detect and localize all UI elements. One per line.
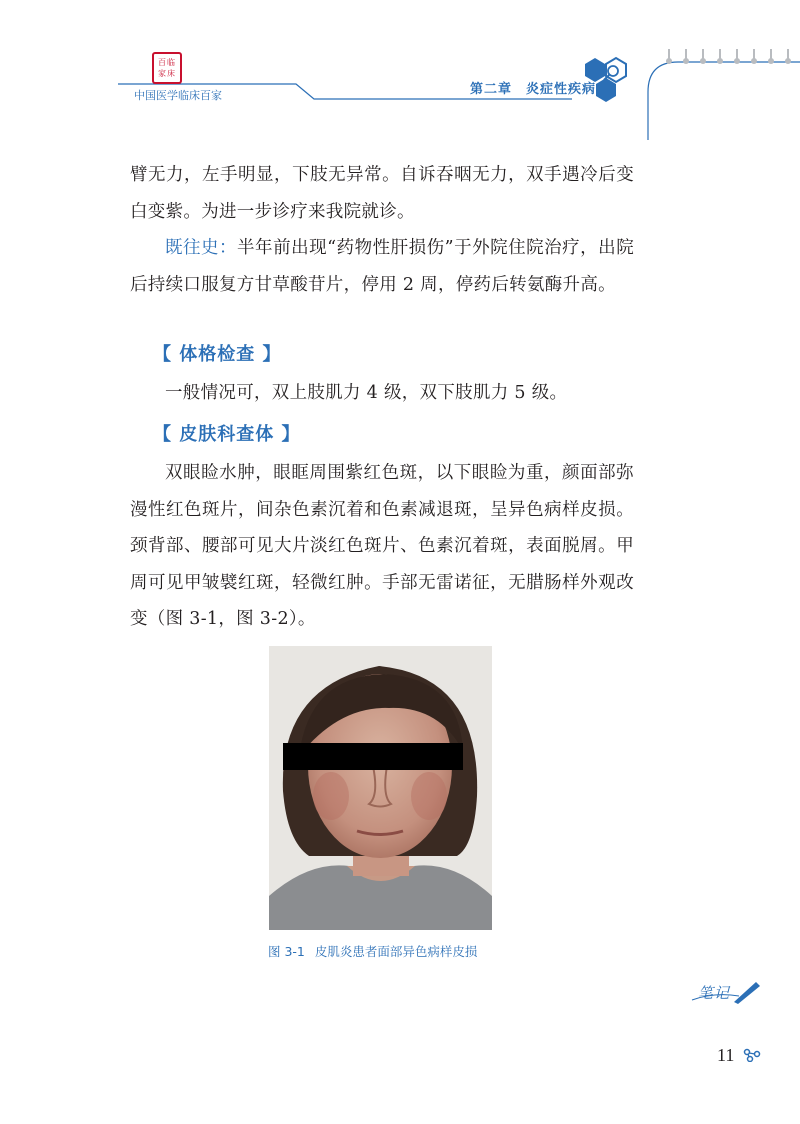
ring-icon: [734, 58, 740, 64]
chapter-number: 第二章: [470, 82, 513, 97]
series-name: 中国医学临床百家: [134, 89, 222, 102]
ring-icon: [768, 58, 774, 64]
molecule-icon: [743, 1048, 761, 1062]
paragraph-physical-exam: 一般情况可，双上肢肌力 4 级，双下肢肌力 5 级。: [165, 383, 568, 403]
privacy-bar: [283, 743, 463, 770]
figure-caption-text: 皮肌炎患者面部异色病样皮损: [314, 944, 478, 959]
ring-icon: [785, 58, 791, 64]
seal-text-bottom: 家床: [158, 69, 176, 78]
figure-number: 图 3-1: [268, 944, 305, 959]
paragraph-history: [130, 230, 634, 303]
history-text: 半年前出现“药物性肝损伤”于外院住院治疗，出院后持续口服复方甘草酸苷片，停用 2 周，停药后转氨酶升高。: [130, 238, 634, 295]
notes-badge: [684, 980, 764, 1006]
ring-icon: [717, 58, 723, 64]
notebook-rings: [666, 58, 791, 64]
figure-caption: [268, 942, 477, 960]
ring-icon: [666, 58, 672, 64]
page-number-text: 11: [717, 1045, 735, 1065]
chapter-name: 炎症性疾病: [526, 82, 597, 97]
section-heading-derm-exam: 【 皮肤科查体 】: [153, 424, 301, 445]
seal-text-top: 百临: [158, 58, 176, 67]
notes-column-border: [648, 62, 800, 140]
history-label: 既往史：: [165, 238, 238, 258]
chapter-title: [470, 78, 596, 97]
ring-icon: [751, 58, 757, 64]
paragraph-continued: 臂无力，左手明显，下肢无异常。自诉吞咽无力，双手遇冷后变白变紫。为进一步诊疗来我院就诊。: [130, 165, 634, 222]
ring-icon: [700, 58, 706, 64]
section-heading-physical-exam: 【 体格检查 】: [153, 344, 282, 365]
page-number: [717, 1045, 761, 1066]
header-decoration: [0, 0, 800, 140]
notes-label: 笔记: [698, 984, 731, 1002]
publisher-seal-logo: [152, 52, 182, 84]
paragraph-derm-exam: 双眼睑水肿，眼眶周围紫红色斑，以下眼睑为重，颜面部弥漫性红色斑片，间杂色素沉着和色素减退斑，呈异色病样皮损。颈背部、腰部可见大片淡红色斑片、色素沉着斑，表面脱屑。甲周可见甲皱襞红斑，轻微红肿。手部无雷诺征，无腊肠样外观改变（图 3-1，图 3-2）。: [130, 463, 634, 629]
ring-icon: [683, 58, 689, 64]
patient-face-photo: [269, 646, 492, 930]
